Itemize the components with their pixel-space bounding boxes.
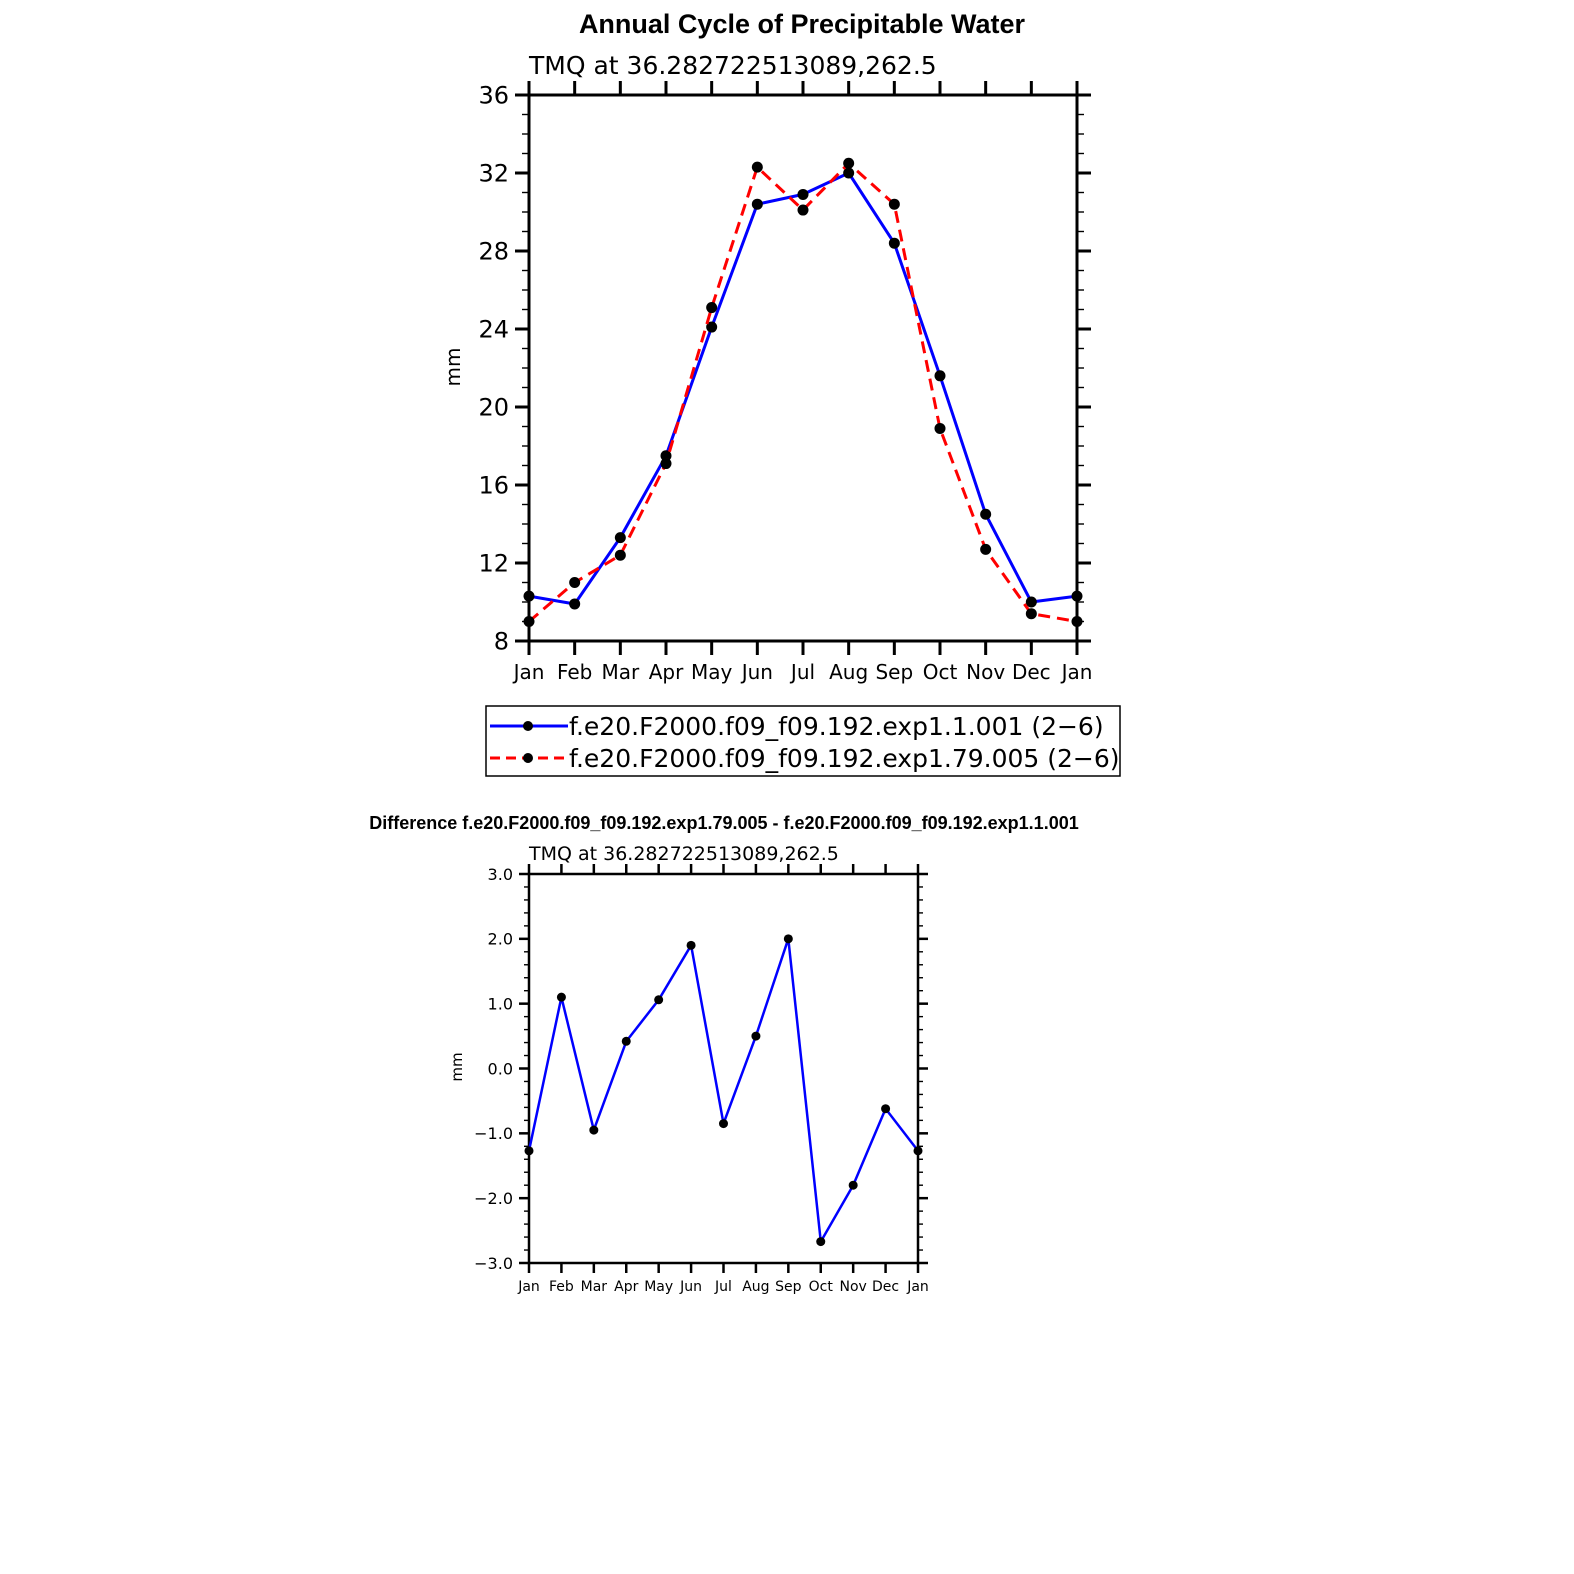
plot-frame xyxy=(529,874,918,1263)
x-tick-label: Jan xyxy=(518,1279,540,1295)
series-2-point xyxy=(524,616,535,627)
y-tick-label: 32 xyxy=(478,159,509,188)
series-1-point xyxy=(980,509,991,520)
x-tick-label: Oct xyxy=(808,1279,833,1295)
series-1-point xyxy=(881,1104,890,1113)
series-2-point xyxy=(1026,608,1037,619)
y-tick-label: 16 xyxy=(478,471,509,500)
series-line-1 xyxy=(529,173,1077,604)
y-tick-label: 12 xyxy=(478,549,509,578)
difference-y-axis-label: mm xyxy=(448,1052,466,1082)
y-tick-label: 8 xyxy=(493,627,509,656)
y-tick-label: −2.0 xyxy=(474,1188,513,1208)
x-tick-label: Oct xyxy=(922,660,958,684)
x-tick-label: Mar xyxy=(580,1279,608,1295)
series-2-point xyxy=(661,458,672,469)
y-tick-label: 0.0 xyxy=(487,1059,513,1079)
legend-label-2: f.e20.F2000.f09_f09.192.exp1.79.005 (2−6) xyxy=(569,744,1120,773)
series-1-point xyxy=(935,370,946,381)
series-1-point xyxy=(654,995,663,1004)
legend-marker-1 xyxy=(523,721,533,731)
x-tick-label: Nov xyxy=(966,660,1006,684)
x-tick-label: Jul xyxy=(715,1279,732,1295)
series-1-point xyxy=(615,532,626,543)
series-2-point xyxy=(706,302,717,313)
difference-chart-subtitle: TMQ at 36.282722513089,262.5 xyxy=(529,843,839,865)
series-2-point xyxy=(798,205,809,216)
y-tick-label: 20 xyxy=(478,393,509,422)
x-tick-label: Apr xyxy=(614,1279,639,1295)
x-tick-label: Feb xyxy=(549,1279,574,1295)
series-1-point xyxy=(751,1032,760,1041)
series-2-point xyxy=(935,423,946,434)
x-tick-label: Feb xyxy=(556,660,593,684)
x-tick-label: Dec xyxy=(1011,660,1051,684)
x-tick-label: Aug xyxy=(829,660,869,684)
y-tick-label: −3.0 xyxy=(474,1253,513,1273)
y-tick-label: −1.0 xyxy=(474,1124,513,1144)
series-1-point xyxy=(798,189,809,200)
x-tick-label: May xyxy=(690,660,733,684)
legend-marker-2 xyxy=(523,753,533,763)
series-1-point xyxy=(589,1126,598,1135)
y-tick-label: 1.0 xyxy=(487,994,513,1014)
series-2-point xyxy=(843,158,854,169)
x-tick-label: Sep xyxy=(775,1279,802,1295)
y-tick-label: 2.0 xyxy=(487,929,513,949)
series-1-point xyxy=(784,934,793,943)
y-tick-label: 36 xyxy=(478,81,509,110)
x-tick-label: Dec xyxy=(872,1279,900,1295)
x-tick-label: May xyxy=(644,1279,674,1295)
x-tick-label: Aug xyxy=(742,1279,770,1295)
series-2-point xyxy=(752,162,763,173)
series-line-1 xyxy=(529,939,918,1242)
x-tick-label: Mar xyxy=(601,660,640,684)
series-1-point xyxy=(557,993,566,1002)
x-tick-label: Jun xyxy=(741,660,773,684)
y-tick-label: 3.0 xyxy=(487,864,513,884)
difference-chart-title: Difference f.e20.F2000.f09_f09.192.exp1.79.005 - f.e20.F2000.f09_f09.192.exp1.1.001 xyxy=(369,813,1079,833)
x-tick-label: Jan xyxy=(513,660,545,684)
series-1-point xyxy=(622,1037,631,1046)
difference-chart xyxy=(369,813,1078,1295)
legend-label-1: f.e20.F2000.f09_f09.192.exp1.1.001 (2−6) xyxy=(569,712,1104,741)
chart-subtitle: TMQ at 36.282722513089,262.5 xyxy=(529,51,937,80)
y-tick-label: 24 xyxy=(478,315,509,344)
x-tick-label: Sep xyxy=(875,660,914,684)
series-2-point xyxy=(980,544,991,555)
x-tick-label: Jan xyxy=(907,1279,929,1295)
series-1-point xyxy=(849,1181,858,1190)
y-tick-label: 28 xyxy=(478,237,509,266)
x-tick-label: Nov xyxy=(839,1279,867,1295)
series-1-point xyxy=(1072,591,1083,602)
x-tick-label: Apr xyxy=(648,660,684,684)
annual-cycle-chart xyxy=(441,9,1120,776)
series-2-point xyxy=(1072,616,1083,627)
y-axis-label: mm xyxy=(441,347,465,387)
series-1-point xyxy=(816,1237,825,1246)
series-1-point xyxy=(889,238,900,249)
series-1-point xyxy=(752,199,763,210)
series-1-point xyxy=(525,1146,534,1155)
x-tick-label: Jul xyxy=(790,660,816,684)
series-1-point xyxy=(719,1119,728,1128)
x-tick-label: Jun xyxy=(680,1279,703,1295)
series-2-point xyxy=(889,199,900,210)
series-1-point xyxy=(687,941,696,950)
series-1-point xyxy=(524,591,535,602)
chart-title: Annual Cycle of Precipitable Water xyxy=(578,9,1026,39)
series-1-point xyxy=(914,1146,923,1155)
series-2-point xyxy=(615,550,626,561)
series-1-point xyxy=(569,598,580,609)
x-tick-label: Jan xyxy=(1061,660,1093,684)
series-2-point xyxy=(569,577,580,588)
